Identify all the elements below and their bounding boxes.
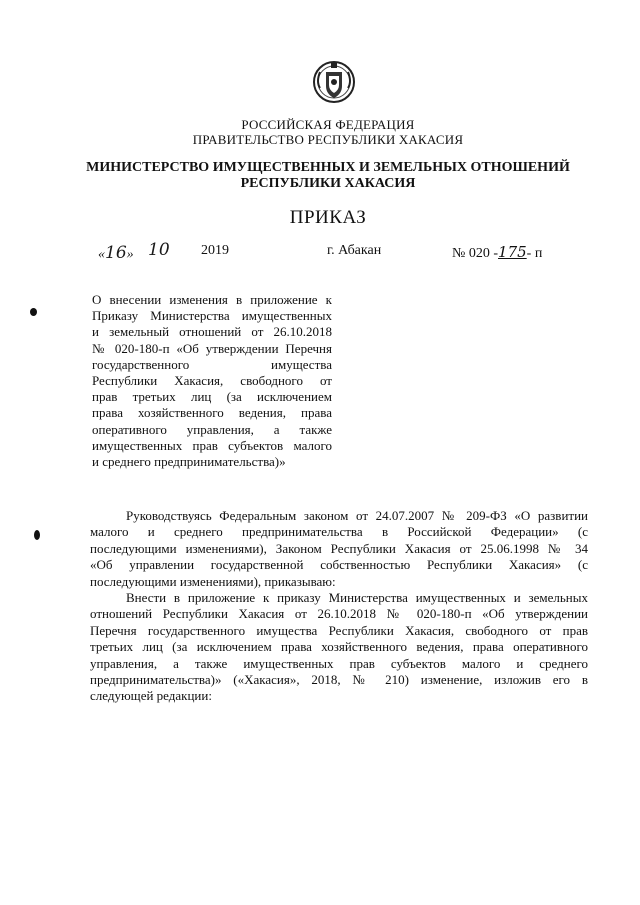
subject-line: государственного имущества bbox=[92, 356, 332, 372]
order-number bbox=[452, 243, 542, 262]
subject-line: Республики Хакасия, свободного от bbox=[92, 373, 332, 389]
subject-line: Приказу Министерства имущественных bbox=[92, 308, 332, 324]
order-date bbox=[98, 243, 134, 263]
coat-of-arms-icon bbox=[312, 58, 356, 106]
paragraph-line: Перечня государственного имущества Республики Хакасия, свободного от прав bbox=[90, 622, 588, 638]
paragraph-line: Руководствуясь Федеральным законом от 24.07.2007 № 209-ФЗ «О развитии bbox=[126, 508, 588, 523]
subject-line: О внесении изменения в приложение к bbox=[92, 292, 332, 307]
paragraph-line: Внести в приложение к приказу Министерства имущественных и земельных bbox=[126, 590, 588, 605]
subject-line: № 020-180-п «Об утверждении Перечня bbox=[92, 340, 332, 356]
paragraph-line: «Об управлении государственной собственностью Республики Хакасия» (с bbox=[90, 557, 588, 573]
document-type-title: ПРИКАЗ bbox=[289, 207, 367, 228]
scan-punch-mark bbox=[34, 530, 40, 540]
date-year: 2019 bbox=[201, 243, 229, 258]
order-subject bbox=[92, 292, 332, 470]
ministry-title-line1: МИНИСТЕРСТВО ИМУЩЕСТВЕННЫХ И ЗЕМЕЛЬНЫХ ОТНОШЕНИЙ bbox=[86, 160, 570, 175]
federation-heading: РОССИЙСКАЯ ФЕДЕРАЦИЯ bbox=[241, 117, 415, 132]
subject-line: оперативного управления, а также bbox=[92, 421, 332, 437]
date-quote-open: « bbox=[98, 247, 105, 262]
order-number-suffix: - п bbox=[526, 246, 543, 261]
scan-punch-mark bbox=[30, 308, 37, 316]
ministry-title-line2: РЕСПУБЛИКИ ХАКАСИЯ bbox=[240, 176, 416, 191]
government-heading: ПРАВИТЕЛЬСТВО РЕСПУБЛИКИ ХАКАСИЯ bbox=[192, 132, 464, 147]
paragraph-line: управления, а также имущественных прав субъектов малого и среднего bbox=[90, 655, 588, 671]
paragraph-line: предпринимательства)» («Хакасия», 2018, № 210) изменение, изложив его в bbox=[90, 672, 588, 688]
order-number-prefix: № 020 - bbox=[452, 246, 499, 261]
order-paragraph bbox=[90, 590, 588, 705]
date-month-handwritten: 10 bbox=[148, 240, 170, 260]
preamble-paragraph bbox=[90, 508, 588, 590]
paragraph-line: малого и среднего предпринимательства в Российской Федерации» (с bbox=[90, 524, 588, 540]
order-city: г. Абакан bbox=[327, 243, 382, 258]
date-quote-close: » bbox=[126, 247, 134, 262]
paragraph-line: отношений Республики Хакасия от 26.10.2018 № 020-180-п «Об утверждении bbox=[90, 606, 588, 622]
subject-line: и среднего предпринимательства)» bbox=[92, 454, 286, 470]
paragraph-line: третьих лиц (за исключением права хозяйственного ведения, права оперативного bbox=[90, 639, 588, 655]
subject-line: и земельный отношений от 26.10.2018 bbox=[92, 324, 332, 340]
date-day-handwritten: 16 bbox=[105, 243, 127, 263]
paragraph-line: следующей редакции: bbox=[90, 688, 212, 704]
subject-line: права хозяйственного ведения, права bbox=[92, 405, 332, 421]
subject-line: имущественных прав субъектов малого bbox=[92, 437, 332, 453]
paragraph-line: последующими изменениями), приказываю: bbox=[90, 573, 336, 589]
subject-line: прав третьих лиц (за исключением bbox=[92, 389, 332, 405]
paragraph-line: последующими изменениями), Законом Республики Хакасия от 25.06.1998 № 34 bbox=[90, 540, 588, 556]
order-number-handwritten: 175 bbox=[498, 243, 527, 261]
